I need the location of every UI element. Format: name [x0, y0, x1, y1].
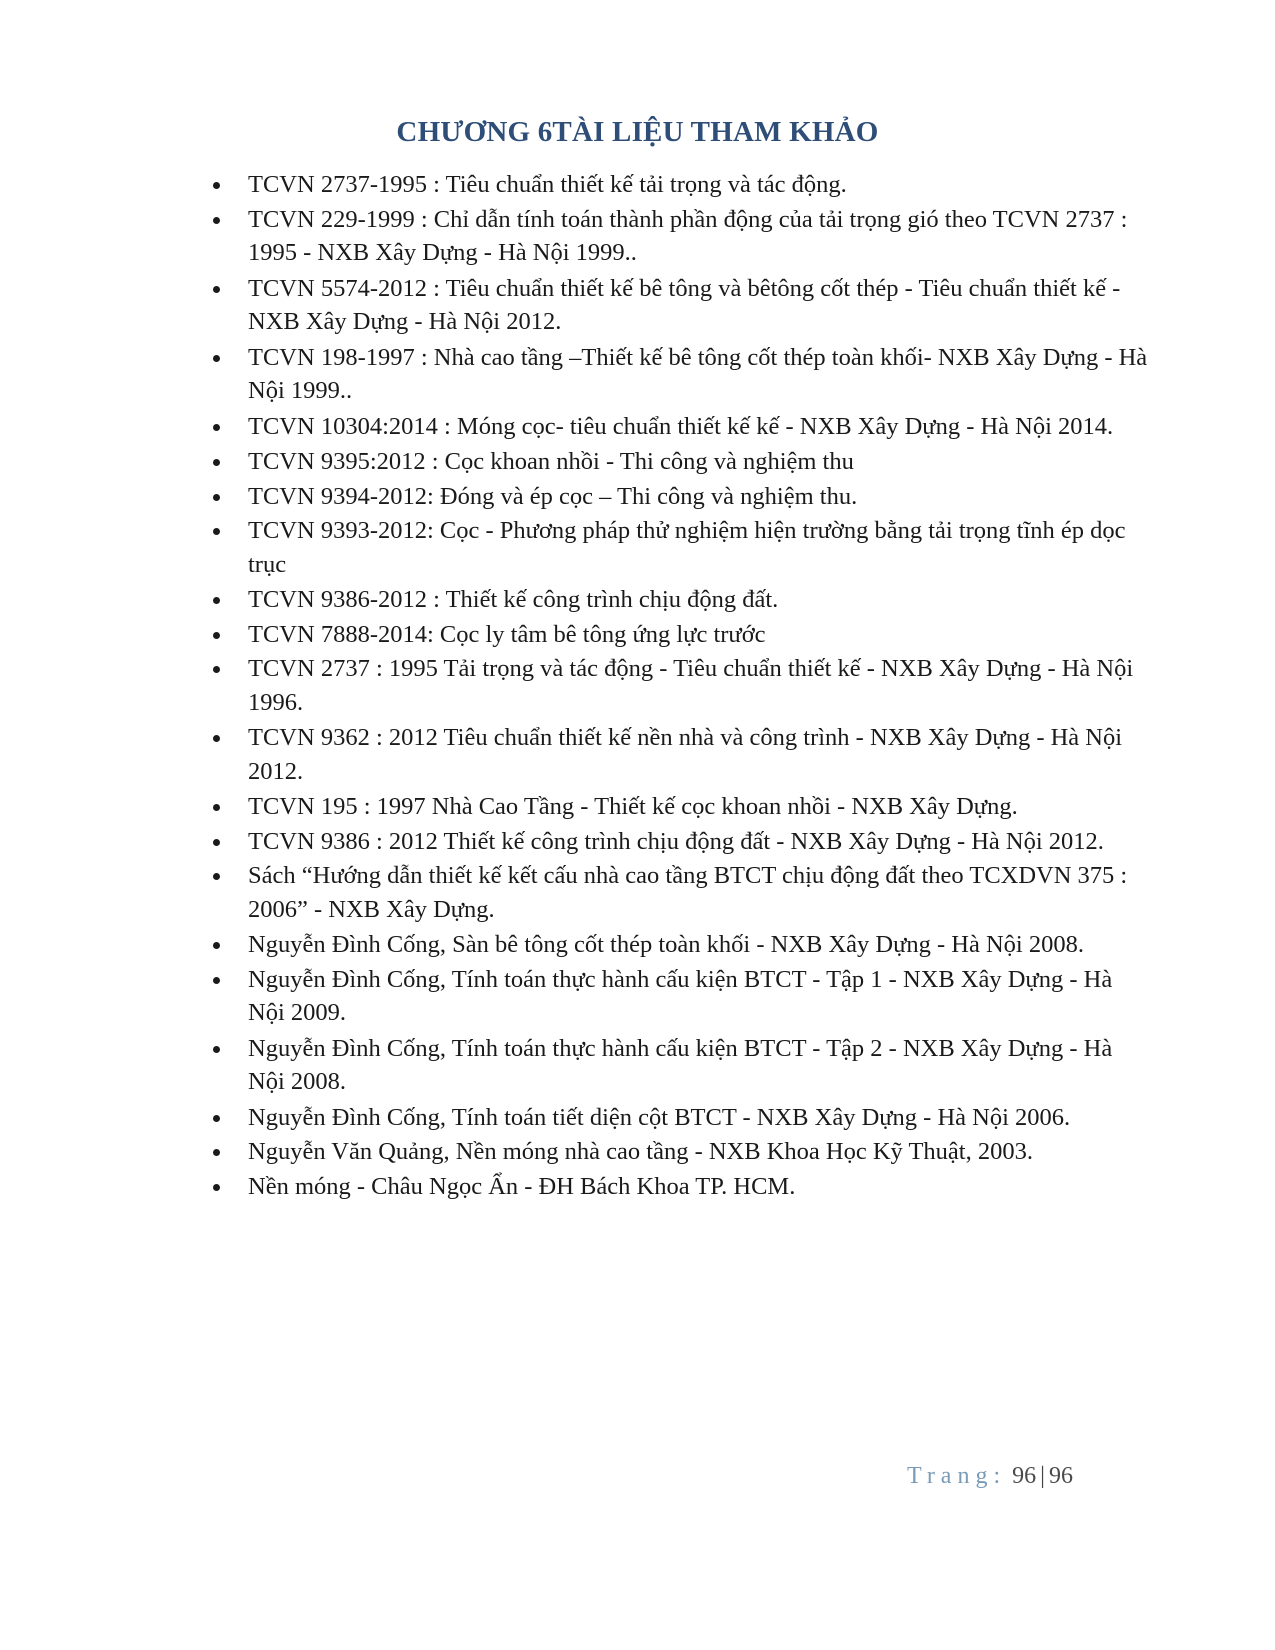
- reference-text: TCVN 229-1999 : Chỉ dẫn tính toán thành phần động của tải trọng gió theo TCVN 2737 : 1995 - NXB Xây Dựng - Hà Nội 1999..: [248, 205, 1128, 266]
- reference-text: TCVN 9386 : 2012 Thiết kế công trình chịu động đất - NXB Xây Dựng - Hà Nội 2012.: [248, 827, 1104, 855]
- bullet-icon: [213, 217, 220, 224]
- reference-text: Nguyễn Đình Cống, Tính toán thực hành cấu kiện BTCT - Tập 1 - NXB Xây Dựng - Hà Nội 2009.: [248, 965, 1113, 1026]
- reference-item: [208, 168, 1148, 202]
- reference-text: Nguyễn Văn Quảng, Nền móng nhà cao tầng - NXB Khoa Học Kỹ Thuật, 2003.: [248, 1138, 1033, 1165]
- reference-item: [208, 480, 1148, 514]
- reference-text: TCVN 10304:2014 : Móng cọc- tiêu chuẩn thiết kế kế - NXB Xây Dựng - Hà Nội 2014.: [248, 412, 1114, 440]
- bullet-icon: [213, 1046, 220, 1053]
- reference-item: [208, 790, 1148, 824]
- bullet-icon: [213, 942, 220, 949]
- bullet-icon: [213, 494, 220, 501]
- reference-item: [208, 618, 1148, 652]
- reference-text: TCVN 9395:2012 : Cọc khoan nhồi - Thi công và nghiệm thu: [248, 448, 854, 475]
- bullet-icon: [213, 459, 220, 466]
- reference-item: [208, 721, 1148, 788]
- reference-text: TCVN 195 : 1997 Nhà Cao Tầng - Thiết kế cọc khoan nhồi - NXB Xây Dựng.: [248, 793, 1018, 820]
- reference-text: Nguyễn Đình Cống, Tính toán thực hành cấu kiện BTCT - Tập 2 - NXB Xây Dựng - Hà Nội 2008.: [248, 1034, 1113, 1095]
- bullet-icon: [213, 839, 220, 846]
- bullet-icon: [213, 873, 220, 880]
- reference-item: [208, 825, 1148, 859]
- bullet-icon: [213, 1184, 220, 1191]
- reference-text: TCVN 9362 : 2012 Tiêu chuẩn thiết kế nền nhà và công trình - NXB Xây Dựng - Hà Nội 2012.: [248, 724, 1123, 785]
- bullet-icon: [213, 355, 220, 362]
- page-footer: [907, 1463, 1073, 1490]
- reference-text: TCVN 5574-2012 : Tiêu chuẩn thiết kế bê tông và bêtông cốt thép - Tiêu chuẩn thiết kế - NXB Xây Dựng - Hà Nội 2012.: [248, 274, 1121, 335]
- reference-text: TCVN 7888-2014: Cọc ly tâm bê tông ứng lực trước: [248, 620, 766, 648]
- reference-item: [208, 1101, 1148, 1135]
- reference-text: TCVN 9386-2012 : Thiết kế công trình chịu động đất.: [248, 586, 779, 613]
- reference-item: [208, 514, 1148, 581]
- page-total: 96: [1048, 1463, 1073, 1489]
- reference-text: TCVN 9394-2012: Đóng và ép cọc – Thi công và nghiệm thu.: [248, 482, 858, 510]
- reference-item: [208, 928, 1148, 962]
- chapter-title: CHƯƠNG 6TÀI LIỆU THAM KHẢO: [396, 116, 879, 148]
- bullet-icon: [213, 528, 220, 535]
- page-separator: |: [1040, 1463, 1045, 1489]
- reference-text: TCVN 198-1997 : Nhà cao tầng –Thiết kế bê tông cốt thép toàn khối- NXB Xây Dựng - Hà Nội 1999..: [248, 343, 1148, 404]
- reference-item: [208, 203, 1148, 270]
- bullet-icon: [213, 1115, 220, 1122]
- bullet-icon: [213, 632, 220, 639]
- reference-item: [208, 963, 1148, 1030]
- reference-text: Sách “Hướng dẫn thiết kế kết cấu nhà cao tầng BTCT chịu động đất theo TCXDVN 375 : 2006” - NXB Xây Dựng.: [248, 862, 1128, 923]
- reference-item: [208, 410, 1148, 444]
- reference-text: TCVN 9393-2012: Cọc - Phương pháp thử nghiệm hiện trường bằng tải trọng tĩnh ép dọc trục: [248, 517, 1126, 578]
- reference-item: [208, 859, 1148, 926]
- bullet-icon: [213, 804, 220, 811]
- reference-item: [208, 1032, 1148, 1099]
- reference-item: [208, 445, 1148, 479]
- reference-text: Nền móng - Châu Ngọc Ẩn - ĐH Bách Khoa TP. HCM.: [248, 1172, 796, 1200]
- bullet-icon: [213, 182, 220, 189]
- page-number: 96: [1012, 1463, 1037, 1489]
- reference-item: [208, 652, 1148, 719]
- bullet-icon: [213, 1149, 220, 1156]
- reference-item: [208, 583, 1148, 617]
- reference-list: [208, 168, 1148, 1204]
- reference-text: Nguyễn Đình Cống, Sàn bê tông cốt thép toàn khối - NXB Xây Dựng - Hà Nội 2008.: [248, 931, 1084, 958]
- reference-item: [208, 1170, 1148, 1204]
- page-label: Trang:: [907, 1463, 1007, 1489]
- bullet-icon: [213, 424, 220, 431]
- reference-text: TCVN 2737 : 1995 Tải trọng và tác động - Tiêu chuẩn thiết kế - NXB Xây Dựng - Hà Nội 1996.: [248, 655, 1134, 716]
- reference-item: [208, 1135, 1148, 1169]
- bullet-icon: [213, 666, 220, 673]
- bullet-icon: [213, 286, 220, 293]
- reference-text: Nguyễn Đình Cống, Tính toán tiết diện cột BTCT - NXB Xây Dựng - Hà Nội 2006.: [248, 1103, 1071, 1131]
- bullet-icon: [213, 597, 220, 604]
- reference-text: TCVN 2737-1995 : Tiêu chuẩn thiết kế tải trọng và tác động.: [248, 171, 847, 198]
- reference-item: [208, 272, 1148, 339]
- bullet-icon: [213, 735, 220, 742]
- bullet-icon: [213, 977, 220, 984]
- reference-item: [208, 341, 1148, 408]
